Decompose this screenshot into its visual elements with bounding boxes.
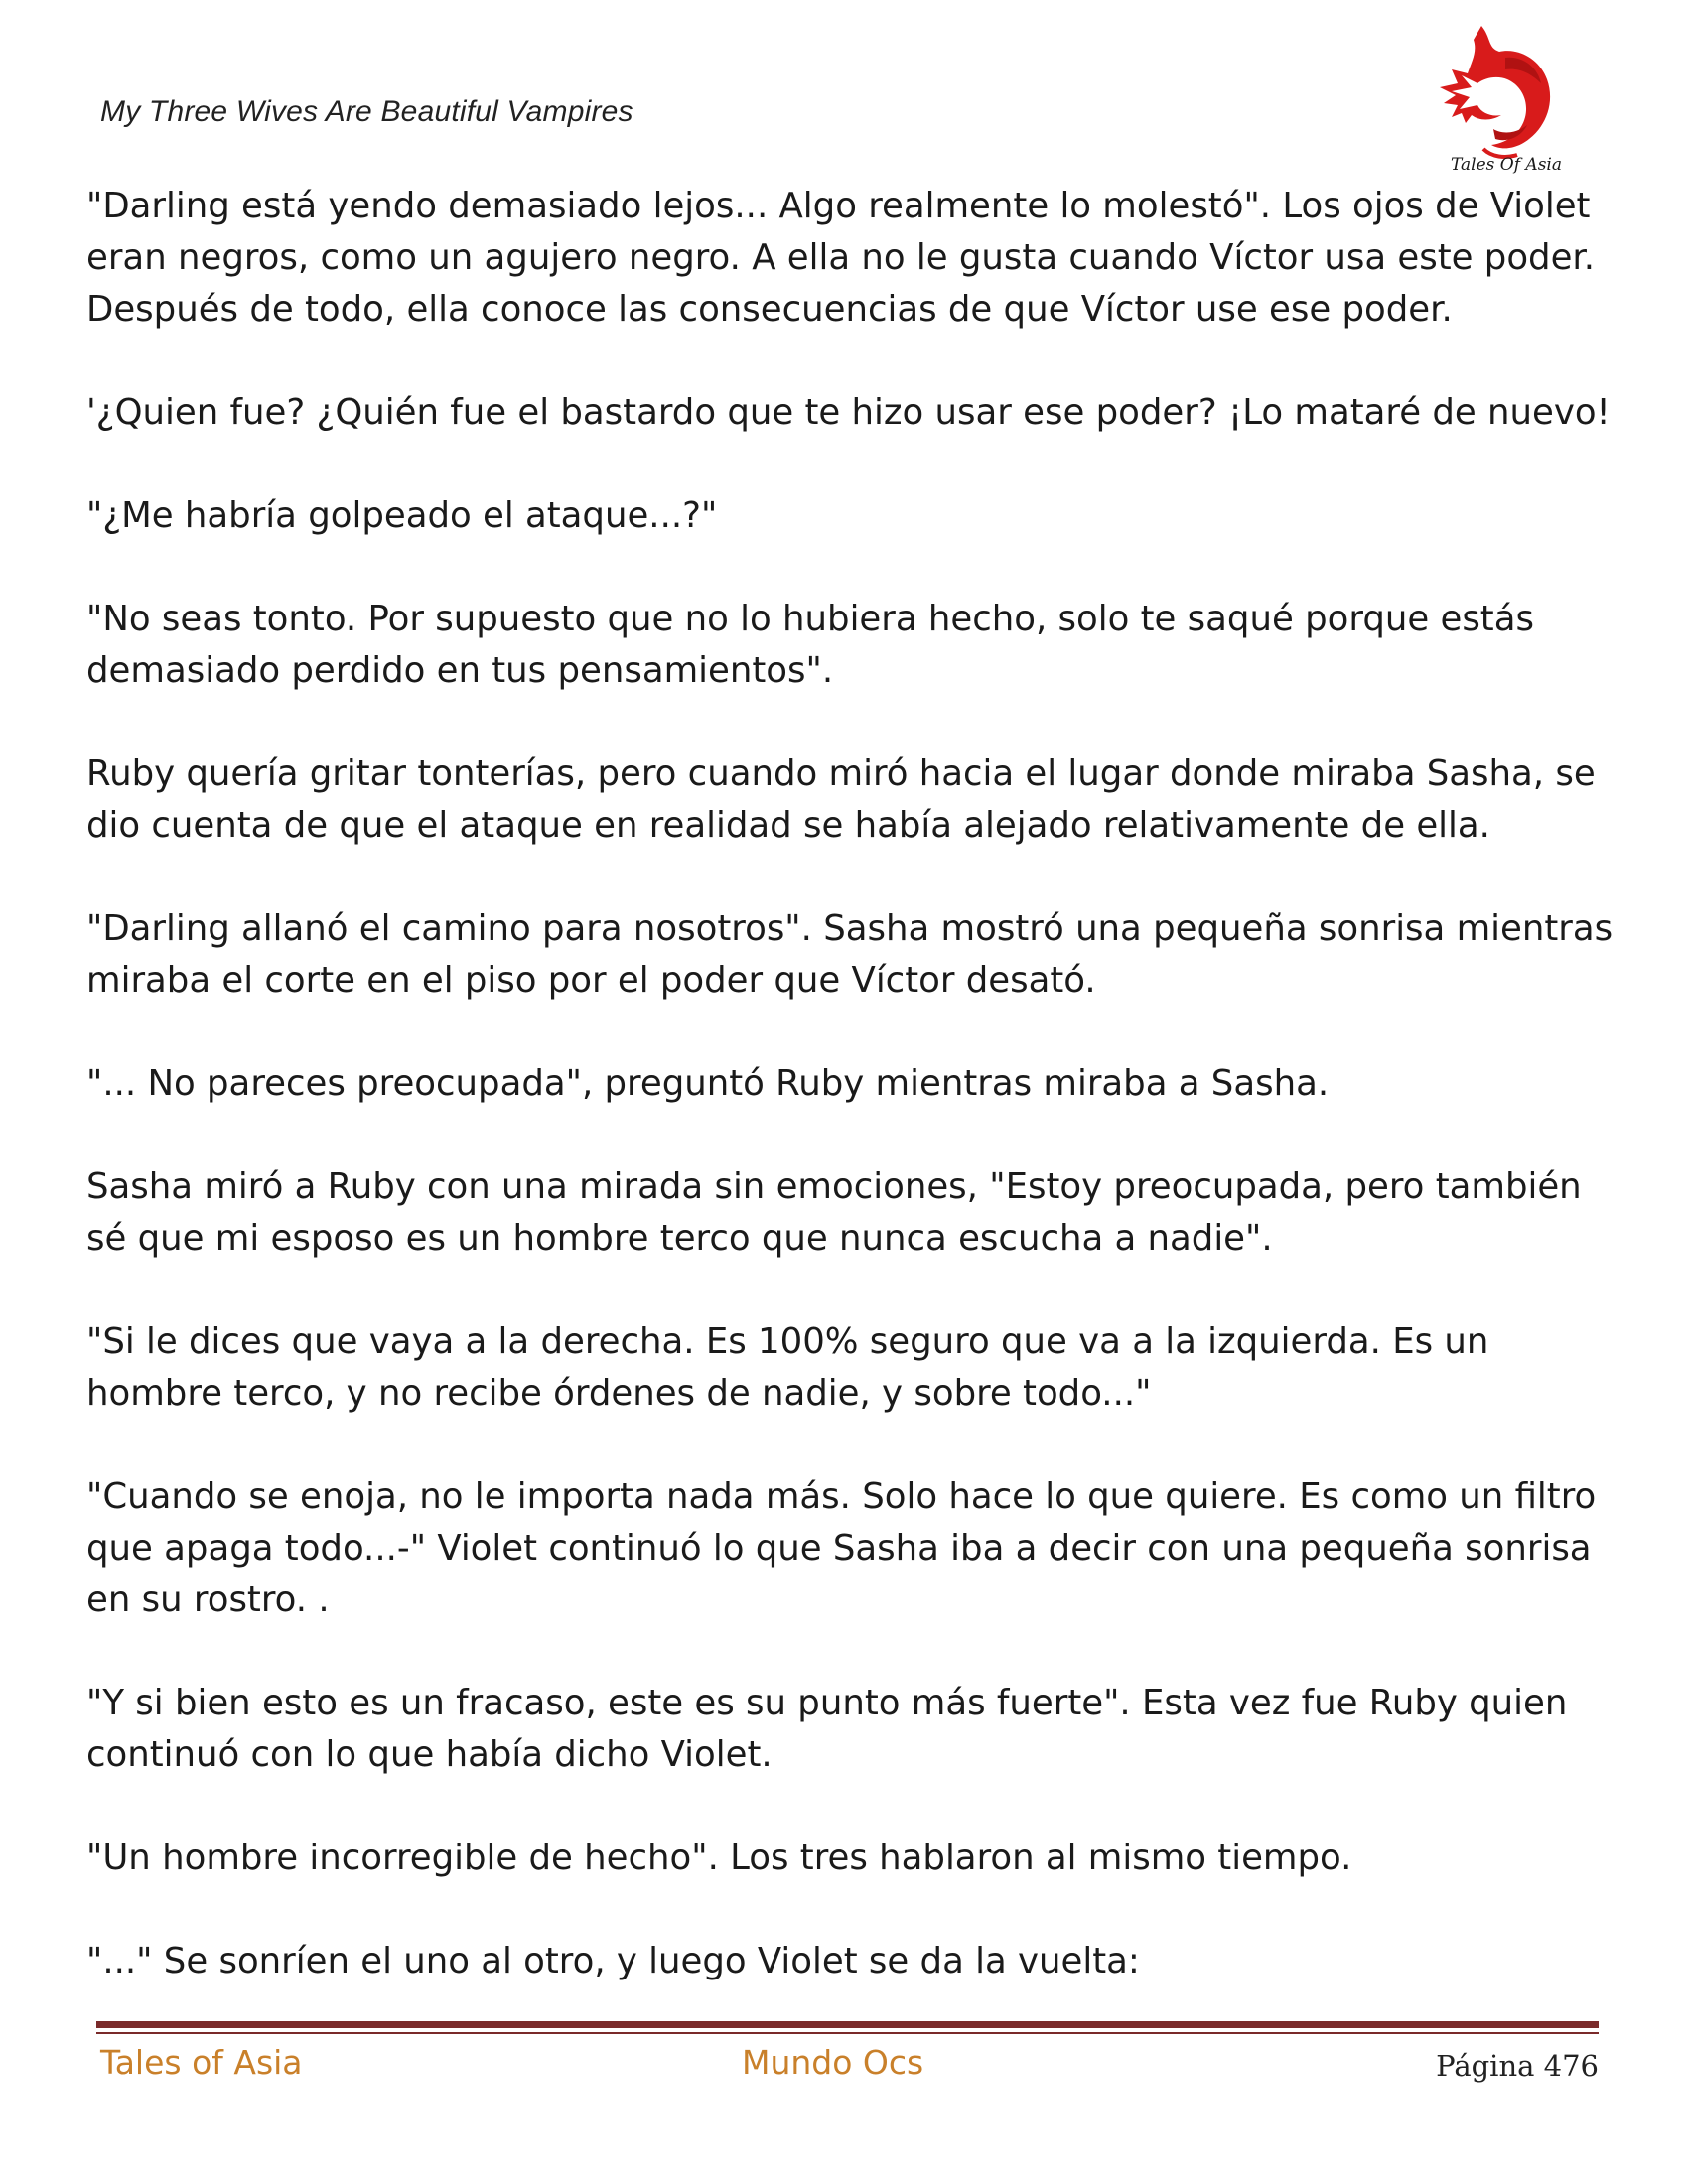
paragraph: "... No pareces preocupada", preguntó Ruby mientras miraba a Sasha. — [86, 1063, 1330, 1104]
paragraph: Ruby quería gritar tonterías, pero cuando miró hacia el lugar donde miraba Sasha, se dio cuenta de que el ataque en realidad se había alejado relativamente de ella. — [86, 753, 1596, 846]
footer-publisher: Tales of Asia — [100, 2043, 303, 2082]
paragraph: "No seas tonto. Por supuesto que no lo hubiera hecho, solo te saqué porque estás demasiado perdido en tus pensamientos". — [86, 599, 1534, 691]
paragraph: "Y si bien esto es un fracaso, este es su punto más fuerte". Esta vez fue Ruby quien continuó con lo que había dicho Violet. — [86, 1683, 1568, 1775]
paragraph: "Darling está yendo demasiado lejos... Algo realmente lo molestó". Los ojos de Violet eran negros, como un agujero negro. A ella no le gusta cuando Víctor usa este poder. Después de todo, ella conoce las consecuencias de que Víctor use ese poder. — [86, 186, 1596, 330]
paragraph: '¿Quien fue? ¿Quién fue el bastardo que te hizo usar ese poder? ¡Lo mataré de nuevo! — [86, 392, 1611, 433]
logo-text: Tales Of Asia — [1451, 155, 1562, 175]
paragraph: "¿Me habría golpeado el ataque...?" — [86, 495, 718, 536]
paragraph: "..." Se sonríen el uno al otro, y luego Violet se da la vuelta: — [86, 1941, 1140, 1981]
header-title: My Three Wives Are Beautiful Vampires — [100, 95, 633, 128]
chapter-body — [86, 181, 1616, 1987]
paragraph: "Darling allanó el camino para nosotros". Sasha mostró una pequeña sonrisa mientras miraba el corte en el piso por el poder que Víctor desató. — [86, 908, 1614, 1001]
footer-site: Mundo Ocs — [742, 2043, 924, 2082]
footer-rule — [96, 2021, 1599, 2028]
page-number: Página 476 — [1436, 2049, 1599, 2083]
paragraph: "Un hombre incorregible de hecho". Los tres hablaron al mismo tiempo. — [86, 1838, 1352, 1878]
tales-of-asia-logo — [1422, 18, 1571, 179]
footer-rule-thin — [96, 2032, 1599, 2034]
paragraph: Sasha miró a Ruby con una mirada sin emociones, "Estoy preocupada, pero también sé que mi esposo es un hombre terco que nunca escucha a nadie". — [86, 1166, 1582, 1259]
paragraph: "Si le dices que vaya a la derecha. Es 100% seguro que va a la izquierda. Es un hombre terco, y no recibe órdenes de nadie, y sobre todo..." — [86, 1321, 1489, 1414]
paragraph: "Cuando se enoja, no le importa nada más. Solo hace lo que quiere. Es como un filtro que apaga todo...-" Violet continuó lo que Sasha iba a decir con una pequeña sonrisa en su rostro. . — [86, 1476, 1597, 1620]
